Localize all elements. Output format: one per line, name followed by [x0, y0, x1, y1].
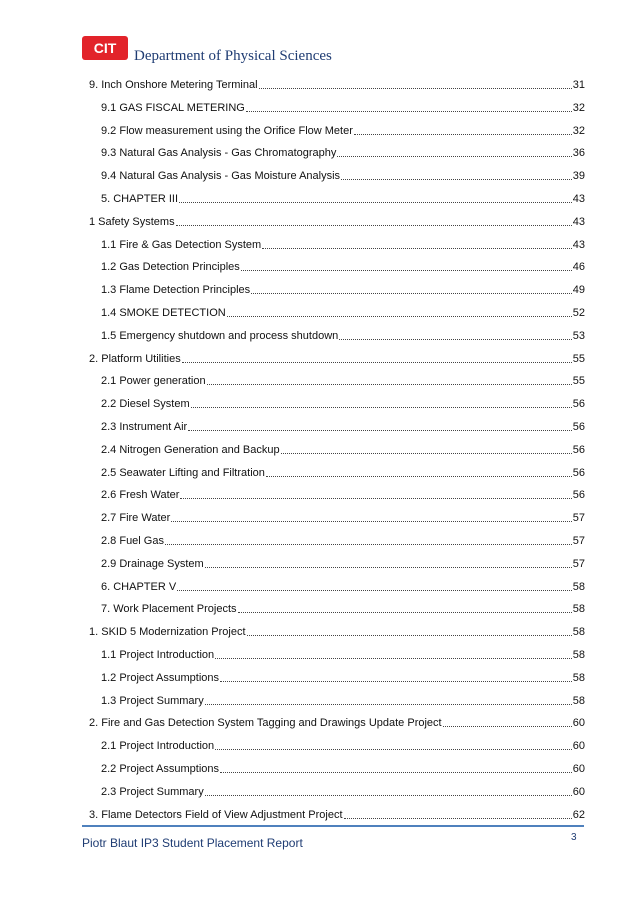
toc-leader-dots — [176, 224, 572, 226]
toc-entry-label: 9. Inch Onshore Metering Terminal — [89, 79, 258, 91]
toc-entry[interactable] — [101, 671, 585, 685]
toc-entry-page: 43 — [572, 238, 585, 251]
toc-entry-page: 57 — [572, 535, 585, 547]
toc-entry[interactable] — [101, 739, 585, 753]
toc-entry-page: 32 — [572, 101, 585, 114]
toc-leader-dots — [220, 680, 572, 682]
toc-entry-page: 56 — [572, 466, 585, 479]
toc-leader-dots — [171, 520, 571, 522]
toc-entry[interactable] — [101, 580, 585, 594]
toc-entry[interactable] — [101, 694, 585, 708]
toc-leader-dots — [354, 133, 572, 135]
toc-entry-label: 1 Safety Systems — [89, 215, 175, 228]
toc-leader-dots — [238, 611, 572, 613]
toc-entry[interactable] — [101, 306, 585, 320]
toc-entry[interactable] — [89, 215, 585, 229]
toc-entry-label: 3. Flame Detectors Field of View Adjustment Project — [89, 808, 343, 821]
toc-entry-label: 1.1 Fire & Gas Detection System — [101, 238, 262, 251]
toc-entry-page: 39 — [572, 170, 585, 183]
toc-leader-dots — [247, 634, 572, 636]
toc-entry-label: 1.3 Project Summary — [101, 694, 204, 707]
toc-entry[interactable] — [101, 534, 585, 548]
toc-entry-page: 57 — [572, 557, 585, 570]
toc-entry[interactable] — [101, 488, 585, 502]
toc-entry-page: 57 — [572, 512, 585, 525]
toc-entry-label: 9.2 Flow measurement using the Orifice Flow Meter — [101, 124, 353, 137]
toc-entry-page: 56 — [572, 398, 585, 411]
footer-divider — [82, 825, 584, 827]
toc-leader-dots — [443, 725, 572, 727]
toc-entry-label: 2.8 Fuel Gas — [101, 535, 164, 547]
toc-entry-label: 5. CHAPTER III — [101, 193, 179, 205]
toc-entry-label: 2.1 Project Introduction — [101, 740, 215, 753]
toc-entry-label: 2.4 Nitrogen Generation and Backup — [101, 443, 280, 456]
toc-entry-label: 9.1 GAS FISCAL METERING — [101, 101, 245, 114]
toc-entry[interactable] — [89, 808, 585, 822]
toc-entry-label: 1.2 Gas Detection Principles — [101, 261, 240, 274]
toc-entry-label: 2.2 Diesel System — [101, 398, 190, 411]
toc-entry-page: 43 — [572, 193, 585, 205]
toc-entry-page: 43 — [572, 215, 585, 228]
toc-entry[interactable] — [101, 466, 585, 480]
toc-entry-page: 58 — [572, 671, 585, 684]
toc-entry[interactable] — [89, 716, 585, 730]
toc-entry-label: 7. Work Placement Projects — [101, 603, 237, 616]
toc-entry-page: 58 — [572, 603, 585, 616]
toc-entry-label: 1.3 Flame Detection Principles — [101, 284, 251, 297]
toc-entry-page: 56 — [572, 421, 585, 433]
toc-entry-page: 55 — [572, 352, 585, 365]
toc-entry[interactable] — [101, 169, 585, 183]
toc-entry[interactable] — [101, 283, 585, 297]
toc-entry-page: 32 — [572, 124, 585, 137]
toc-leader-dots — [337, 155, 571, 157]
toc-entry[interactable] — [101, 374, 585, 388]
logo-text: CIT — [93, 40, 117, 56]
toc-entry-label: 2.5 Seawater Lifting and Filtration — [101, 466, 265, 479]
toc-entry[interactable] — [101, 443, 585, 457]
toc-entry-page: 60 — [572, 785, 585, 798]
toc-entry-label: 2. Fire and Gas Detection System Tagging and Drawings Update Project — [89, 717, 442, 730]
toc-entry-page: 56 — [572, 489, 585, 502]
toc-leader-dots — [182, 361, 572, 363]
toc-entry-label: 2.7 Fire Water — [101, 512, 171, 525]
toc-entry-label: 9.3 Natural Gas Analysis - Gas Chromatography — [101, 147, 337, 160]
toc-leader-dots — [177, 589, 572, 591]
toc-entry-label: 2.6 Fresh Water — [101, 489, 180, 502]
toc-leader-dots — [341, 178, 572, 180]
toc-entry-page: 31 — [572, 79, 585, 91]
toc-leader-dots — [246, 110, 572, 112]
toc-entry[interactable] — [101, 762, 585, 776]
toc-leader-dots — [251, 292, 572, 294]
toc-entry-page: 46 — [572, 261, 585, 274]
toc-entry-label: 6. CHAPTER V — [101, 580, 177, 593]
toc-entry-page: 58 — [572, 649, 585, 661]
toc-entry-label: 2.2 Project Assumptions — [101, 763, 220, 775]
toc-entry[interactable] — [101, 329, 585, 343]
toc-leader-dots — [205, 703, 572, 705]
toc-entry-page: 58 — [572, 580, 585, 593]
toc-leader-dots — [259, 87, 572, 89]
toc-entry-label: 2.3 Project Summary — [101, 785, 204, 798]
toc-entry-page: 60 — [572, 717, 585, 730]
toc-entry-label: 1.1 Project Introduction — [101, 649, 215, 661]
toc-entry[interactable] — [89, 352, 585, 366]
toc-entry[interactable] — [101, 101, 585, 115]
toc-entry[interactable] — [101, 648, 585, 662]
toc-leader-dots — [188, 429, 572, 431]
toc-entry[interactable] — [101, 511, 585, 525]
toc-entry-label: 1.4 SMOKE DETECTION — [101, 307, 226, 319]
toc-leader-dots — [266, 475, 572, 477]
toc-leader-dots — [180, 497, 571, 499]
toc-entry-label: 2. Platform Utilities — [89, 352, 181, 365]
toc-entry[interactable] — [101, 260, 585, 274]
toc-entry-page: 49 — [572, 284, 585, 297]
toc-entry-page: 56 — [572, 443, 585, 456]
toc-entry-page: 52 — [572, 307, 585, 319]
toc-entry[interactable] — [101, 557, 585, 571]
department-title: Department of Physical Sciences — [134, 48, 332, 64]
toc-entry-page: 58 — [572, 694, 585, 707]
toc-entry[interactable] — [101, 124, 585, 138]
toc-leader-dots — [227, 315, 572, 317]
toc-leader-dots — [205, 794, 572, 796]
toc-entry[interactable] — [101, 146, 585, 160]
toc-entry-label: 9.4 Natural Gas Analysis - Gas Moisture Analysis — [101, 170, 341, 183]
toc-leader-dots — [191, 406, 572, 408]
footer-text: Piotr Blaut IP3 Student Placement Report — [82, 836, 303, 850]
toc-leader-dots — [205, 566, 572, 568]
toc-leader-dots — [281, 452, 572, 454]
toc-entry-page: 53 — [572, 329, 585, 342]
toc-entry-page: 60 — [572, 740, 585, 753]
toc-entry-label: 2.3 Instrument Air — [101, 421, 188, 433]
toc-entry-page: 60 — [572, 763, 585, 775]
toc-entry-label: 2.9 Drainage System — [101, 557, 204, 570]
toc-entry[interactable] — [89, 78, 585, 92]
toc-entry-page: 36 — [572, 147, 585, 160]
page-number: 3 — [571, 832, 577, 843]
toc-entry-label: 2.1 Power generation — [101, 375, 206, 388]
toc-leader-dots — [344, 817, 572, 819]
toc-leader-dots — [165, 543, 572, 545]
toc-entry-label: 1.2 Project Assumptions — [101, 671, 220, 684]
toc-entry[interactable] — [101, 785, 585, 799]
toc-entry[interactable] — [101, 420, 585, 434]
toc-leader-dots — [179, 201, 572, 203]
toc-entry[interactable] — [89, 625, 585, 639]
toc-entry[interactable] — [101, 238, 585, 252]
toc-entry-page: 55 — [572, 375, 585, 388]
toc-entry-label: 1. SKID 5 Modernization Project — [89, 626, 246, 639]
toc-leader-dots — [220, 771, 572, 773]
toc-entry[interactable] — [101, 397, 585, 411]
toc-leader-dots — [339, 338, 571, 340]
toc-leader-dots — [262, 247, 572, 249]
toc-entry-label: 1.5 Emergency shutdown and process shutdown — [101, 329, 339, 342]
toc-leader-dots — [215, 657, 572, 659]
toc-leader-dots — [215, 748, 572, 750]
toc-leader-dots — [207, 383, 572, 385]
toc-entry[interactable] — [101, 602, 585, 616]
toc-entry-page: 58 — [572, 626, 585, 639]
toc-entry-page: 62 — [572, 808, 585, 821]
toc-entry[interactable] — [101, 192, 585, 206]
toc-leader-dots — [241, 269, 572, 271]
